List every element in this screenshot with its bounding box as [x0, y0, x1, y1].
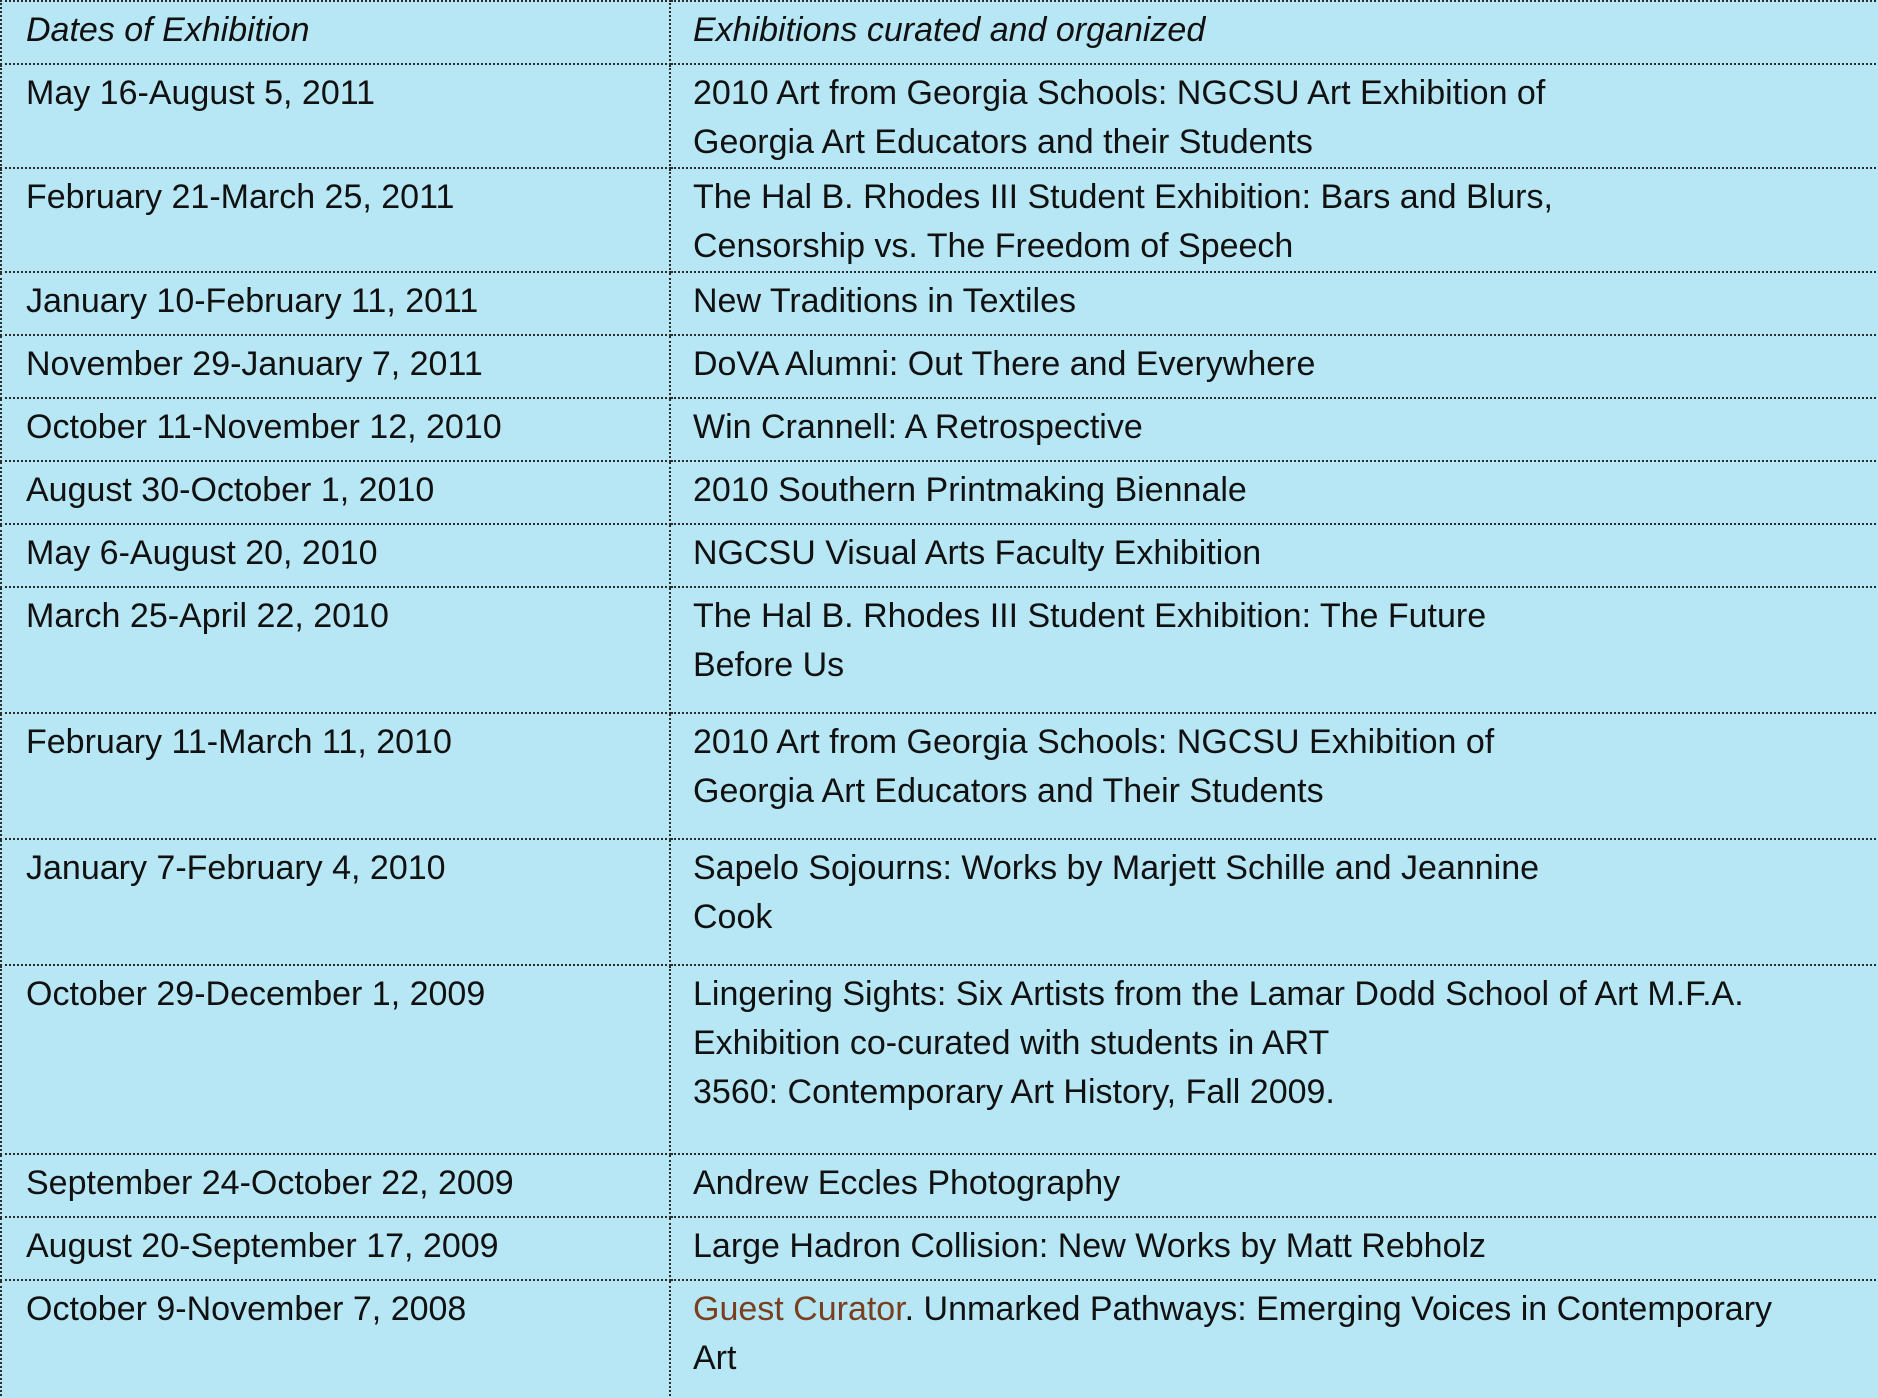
table-header-row — [1, 1, 1878, 64]
row-exhibition — [670, 335, 1878, 398]
row-exhibition — [670, 587, 1878, 713]
table-row — [1, 965, 1878, 1154]
table-row — [1, 1217, 1878, 1280]
table-row — [1, 1154, 1878, 1217]
exhibition-line: Lingering Sights: Six Artists from the Lamar Dodd School of Art M.F.A. — [693, 975, 1744, 1013]
exhibition-line: DoVA Alumni: Out There and Everywhere — [693, 345, 1316, 383]
row-date: May 16-August 5, 2011 — [1, 64, 670, 168]
row-exhibition — [670, 64, 1878, 168]
exhibition-line-rest: . Unmarked Pathways: Emerging Voices in Contemporary — [904, 1290, 1773, 1328]
exhibition-line: Georgia Art Educators and their Students — [693, 123, 1313, 161]
row-exhibition — [670, 461, 1878, 524]
row-date: January 10-February 11, 2011 — [1, 272, 670, 335]
exhibition-line: Large Hadron Collision: New Works by Matt Rebholz — [693, 1227, 1487, 1265]
row-exhibition — [670, 168, 1878, 272]
row-exhibition — [670, 1280, 1878, 1398]
row-date: August 30-October 1, 2010 — [1, 461, 670, 524]
row-exhibition — [670, 524, 1878, 587]
exhibition-line: Sapelo Sojourns: Works by Marjett Schille and Jeannine — [693, 849, 1540, 887]
exhibition-line: Andrew Eccles Photography — [693, 1164, 1121, 1202]
row-date: March 25-April 22, 2010 — [1, 587, 670, 713]
table-row — [1, 713, 1878, 839]
exhibition-line: NGCSU Visual Arts Faculty Exhibition — [693, 534, 1262, 572]
row-exhibition — [670, 965, 1878, 1154]
table-row — [1, 272, 1878, 335]
exhibition-line: 2010 Southern Printmaking Biennale — [693, 471, 1247, 509]
table-row — [1, 168, 1878, 272]
exhibition-line: The Hal B. Rhodes III Student Exhibition: Bars and Blurs, — [693, 178, 1553, 216]
row-exhibition — [670, 1217, 1878, 1280]
exhibition-line: Cook — [693, 898, 773, 936]
row-exhibition — [670, 713, 1878, 839]
table-row — [1, 587, 1878, 713]
table-row — [1, 335, 1878, 398]
row-date: October 29-December 1, 2009 — [1, 965, 670, 1154]
table-row — [1, 1280, 1878, 1398]
header-dates: Dates of Exhibition — [1, 1, 670, 64]
row-date: May 6-August 20, 2010 — [1, 524, 670, 587]
row-date: August 20-September 17, 2009 — [1, 1217, 670, 1280]
row-exhibition — [670, 839, 1878, 965]
exhibition-line: 2010 Art from Georgia Schools: NGCSU Exhibition of — [693, 723, 1495, 761]
table-row — [1, 461, 1878, 524]
exhibition-line: The Hal B. Rhodes III Student Exhibition: The Future — [693, 597, 1487, 635]
row-exhibition — [670, 1154, 1878, 1217]
row-exhibition — [670, 272, 1878, 335]
table-row — [1, 398, 1878, 461]
exhibition-line: Georgia Art Educators and Their Students — [693, 772, 1324, 810]
exhibition-line: Win Crannell: A Retrospective — [693, 408, 1143, 446]
row-date: January 7-February 4, 2010 — [1, 839, 670, 965]
table-row — [1, 839, 1878, 965]
exhibition-line: Censorship vs. The Freedom of Speech — [693, 227, 1294, 265]
table-row — [1, 524, 1878, 587]
row-date: February 11-March 11, 2010 — [1, 713, 670, 839]
exhibition-line — [693, 1285, 1856, 1334]
exhibition-line: Art — [693, 1339, 737, 1377]
guest-curator-label: Guest Curator — [693, 1290, 905, 1328]
exhibition-line: 3560: Contemporary Art History, Fall 2009. — [693, 1073, 1335, 1111]
exhibition-line: Exhibition co-curated with students in ART — [693, 1024, 1330, 1062]
exhibition-line: 2010 Art from Georgia Schools: NGCSU Art Exhibition of — [693, 74, 1546, 112]
row-date: October 11-November 12, 2010 — [1, 398, 670, 461]
exhibition-line: Before Us — [693, 646, 845, 684]
header-exhibitions: Exhibitions curated and organized — [670, 1, 1878, 64]
row-date: February 21-March 25, 2011 — [1, 168, 670, 272]
exhibition-line: New Traditions in Textiles — [693, 282, 1076, 320]
row-date: October 9-November 7, 2008 — [1, 1280, 670, 1398]
row-date: September 24-October 22, 2009 — [1, 1154, 670, 1217]
row-date: November 29-January 7, 2011 — [1, 335, 670, 398]
row-exhibition — [670, 398, 1878, 461]
table-row — [1, 64, 1878, 168]
